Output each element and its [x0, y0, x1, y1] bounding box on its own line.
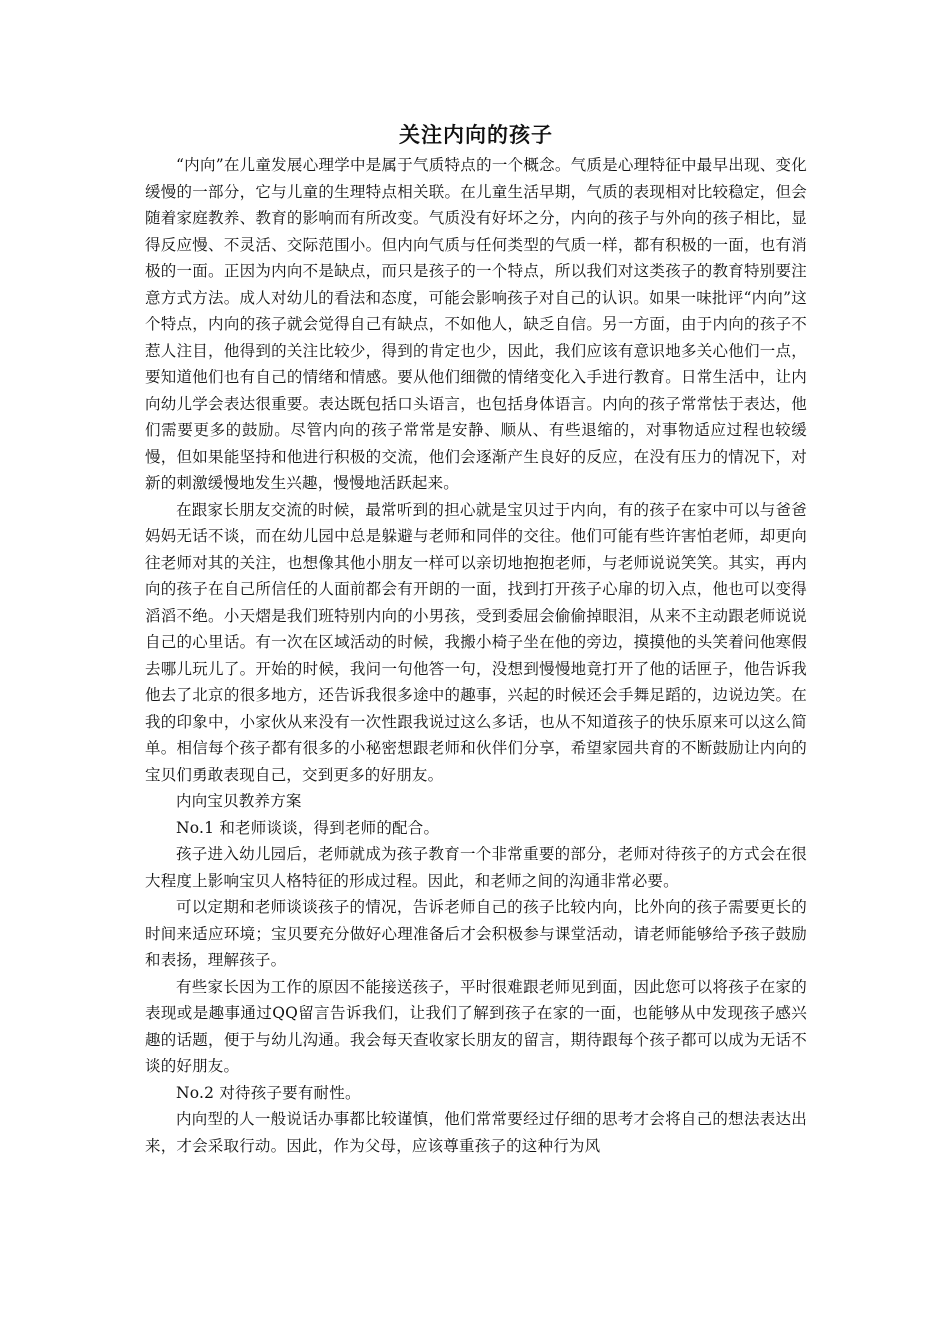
paragraph-intro: “内向”在儿童发展心理学中是属于气质特点的一个概念。气质是心理特征中最早出现、变化缓慢的一部分，它与儿童的生理特点相关联。在儿童生活早期，气质的表现相对比较稳定，但会随着家庭教养、教育的影响而有所改变。气质没有好坏之分，内向的孩子与外向的孩子相比，显得反应慢、不灵活、交际范围小。但内向气质与任何类型的气质一样，都有积极的一面，也有消极的一面。正因为内向不是缺点，而只是孩子的一个特点，所以我们对这类孩子的教育特别要注意方式方法。成人对幼儿的看法和态度，可能会影响孩子对自己的认识。如果一味批评“内向”这个特点，内向的孩子就会觉得自己有缺点，不如他人，缺乏自信。另一方面，由于内向的孩子不惹人注目，他得到的关注比较少，得到的肯定也少，因此，我们应该有意识地多关心他们一点，要知道他们也有自己的情绪和情感。要从他们细微的情绪变化入手进行教育。日常生活中，让内向幼儿学会表达很重要。表达既包括口头语言，也包括身体语言。内向的孩子常常怯于表达，他们需要更多的鼓励。尽管内向的孩子常常是安静、顺从、有些退缩的，对事物适应过程也较缓慢，但如果能坚持和他进行积极的交流，他们会逐渐产生良好的反应，在没有压力的情况下，对新的刺激缓慢地发生兴趣，慢慢地活跃起来。 [145, 156, 807, 492]
paragraph-qq-messages: 有些家长因为工作的原因不能接送孩子，平时很难跟老师见到面，因此您可以将孩子在家的表现或是趣事通过QQ留言告诉我们，让我们了解到孩子在家的一面，也能够从中发现孩子感兴趣的话题，便于与幼儿沟通。我会每天查收家长朋友的留言，期待跟每个孩子都可以成为无话不谈的好朋友。 [145, 977, 807, 1075]
subheading-no1: No.1 和老师谈谈，得到老师的配合。 [176, 818, 440, 837]
subheading-no2: No.2 对待孩子要有耐性。 [176, 1083, 361, 1102]
section-heading-parenting-plan: 内向宝贝教养方案 [176, 792, 302, 810]
document-page [145, 118, 807, 1159]
document-title: 关注内向的孩子 [399, 122, 553, 147]
paragraph-teacher-role: 孩子进入幼儿园后，老师就成为孩子教育一个非常重要的部分，老师对待孩子的方式会在很大程度上影响宝贝人格特征的形成过程。因此，和老师之间的沟通非常必要。 [145, 845, 807, 890]
paragraph-regular-talks: 可以定期和老师谈谈孩子的情况，告诉老师自己的孩子比较内向，比外向的孩子需要更长的时间来适应环境；宝贝要充分做好心理准备后才会积极参与课堂活动，请老师能够给予孩子鼓励和表扬，理解孩子。 [145, 898, 807, 969]
paragraph-parent-communication: 在跟家长朋友交流的时候，最常听到的担心就是宝贝过于内向，有的孩子在家中可以与爸爸妈妈无话不谈，而在幼儿园中总是躲避与老师和同伴的交往。他们可能有些许害怕老师，却更向往老师对其的关注，也想像其他小朋友一样可以亲切地抱抱老师，与老师说说笑笑。其实，再内向的孩子在自己所信任的人面前都会有开朗的一面，找到打开孩子心扉的切入点，他也可以变得滔滔不绝。小天熠是我们班特别内向的小男孩，受到委屈会偷偷掉眼泪，从来不主动跟老师说说自己的心里话。有一次在区域活动的时候，我搬小椅子坐在他的旁边，摸摸他的头笑着问他寒假去哪儿玩儿了。开始的时候，我问一句他答一句，没想到慢慢地竟打开了他的话匣子，他告诉我他去了北京的很多地方，还告诉我很多途中的趣事，兴起的时候还会手舞足蹈的，边说边笑。在我的印象中，小家伙从来没有一次性跟我说过这么多话，也从不知道孩子的快乐原来可以这么简单。相信每个孩子都有很多的小秘密想跟老师和伙伴们分享，希望家园共育的不断鼓励让内向的宝贝们勇敢表现自己，交到更多的好朋友。 [145, 500, 807, 784]
paragraph-patience: 内向型的人一般说话办事都比较谨慎，他们常常要经过仔细的思考才会将自己的想法表达出来，才会采取行动。因此，作为父母，应该尊重孩子的这种行为风 [145, 1110, 807, 1155]
